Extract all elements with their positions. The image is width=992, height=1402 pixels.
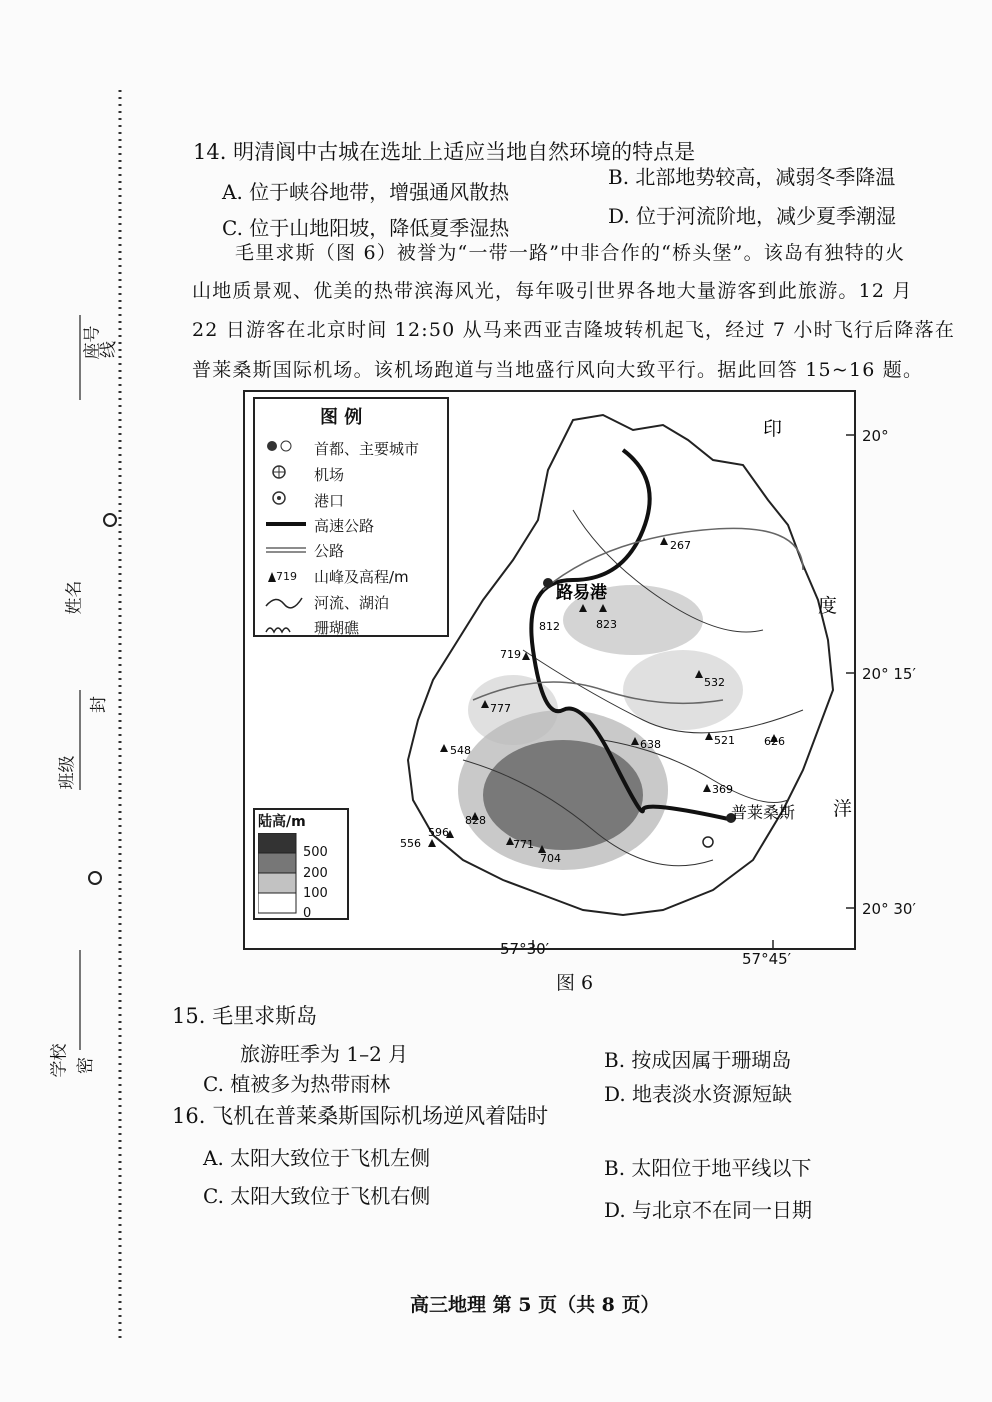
line-mark: 线 — [99, 341, 119, 358]
height-legend-title: 陆高/m — [258, 814, 306, 830]
class-label: 班级 — [57, 755, 78, 790]
peak-704: 704 — [540, 852, 561, 865]
peak-626: 626 — [764, 735, 785, 748]
legend-title: 图 例 — [320, 407, 363, 428]
legend-symbols — [262, 436, 310, 636]
lat-20-15: 20° 15′ — [862, 665, 916, 683]
q15-option-a: 旅游旺季为 1–2 月 — [240, 1042, 409, 1066]
legend-item-city: 首都、主要城市 — [314, 440, 420, 458]
page-footer: 高三地理 第 5 页（共 8 页） — [410, 1294, 660, 1316]
peak-823: 823 — [596, 618, 617, 631]
city-plaisance: 普莱桑斯 — [731, 803, 796, 822]
q14-stem: 14. 明清阆中古城在选址上适应当地自然环境的特点是 — [193, 140, 696, 164]
q14-option-b: B. 北部地势较高，减弱冬季降温 — [608, 165, 896, 189]
height-100: 100 — [303, 886, 328, 901]
binding-line — [70, 90, 130, 1350]
secret-mark: 密 — [76, 1057, 96, 1074]
legend-item-road: 公路 — [314, 542, 345, 560]
ocean-char-3: 洋 — [833, 798, 853, 820]
passage-line-1: 毛里求斯（图 6）被誉为“一带一路”中非合作的“桥头堡”。该岛有独特的火 — [235, 242, 906, 264]
name-label: 姓名 — [64, 580, 85, 615]
peak-556: 556 — [400, 837, 421, 850]
seat-label: 座号 — [82, 325, 103, 360]
lat-20-30: 20° 30′ — [862, 900, 916, 918]
legend-item-reef: 珊瑚礁 — [314, 619, 360, 637]
peak-828: 828 — [465, 814, 486, 827]
q14-option-a: A. 位于峡谷地带，增强通风散热 — [222, 180, 510, 204]
peak-638: 638 — [640, 738, 661, 751]
passage-line-2: 山地质景观、优美的热带滨海风光，每年吸引世界各地大量游客到此旅游。12 月 — [192, 280, 913, 302]
height-legend-swatches — [258, 833, 298, 917]
peak-267: 267 — [670, 539, 691, 552]
q16-stem: 16. 飞机在普莱桑斯国际机场逆风着陆时 — [172, 1104, 549, 1128]
legend-item-river: 河流、湖泊 — [314, 594, 390, 612]
height-200: 200 — [303, 866, 328, 881]
ocean-char-2: 度 — [818, 595, 838, 617]
lon-57-30: 57°30′ — [500, 940, 550, 958]
legend-item-peak: 山峰及高程/m — [314, 568, 409, 586]
height-0: 0 — [303, 906, 312, 921]
q15-option-d: D. 地表淡水资源短缺 — [604, 1082, 793, 1106]
q15-option-c: C. 植被多为热带雨林 — [203, 1072, 391, 1096]
q16-option-b: B. 太阳位于地平线以下 — [604, 1156, 812, 1180]
legend-item-port: 港口 — [314, 492, 345, 510]
legend-item-expressway: 高速公路 — [314, 517, 375, 535]
lat-20: 20° — [862, 427, 889, 445]
peak-521: 521 — [714, 734, 735, 747]
seal-mark: 封 — [89, 696, 109, 713]
q16-option-a: A. 太阳大致位于飞机左侧 — [203, 1146, 431, 1170]
passage-line-4: 普莱桑斯国际机场。该机场跑道与当地盛行风向大致平行。据此回答 15~16 题。 — [192, 359, 924, 381]
peak-532: 532 — [704, 676, 725, 689]
ocean-char-1: 印 — [763, 418, 783, 440]
peak-369: 369 — [712, 783, 733, 796]
peak-548: 548 — [450, 744, 471, 757]
q15-option-b: B. 按成因属于珊瑚岛 — [604, 1048, 792, 1072]
q16-option-c: C. 太阳大致位于飞机右侧 — [203, 1184, 431, 1208]
figure-caption: 图 6 — [556, 972, 594, 994]
school-label: 学校 — [49, 1043, 70, 1078]
city-port-louis: 路易港 — [556, 583, 607, 603]
peak-777: 777 — [490, 702, 511, 715]
peak-596: 596 — [428, 826, 449, 839]
q15-stem: 15. 毛里求斯岛 — [172, 1004, 318, 1028]
lon-57-45: 57°45′ — [742, 950, 792, 968]
height-500: 500 — [303, 845, 328, 860]
q14-option-d: D. 位于河流阶地，减少夏季潮湿 — [608, 204, 897, 228]
passage-line-3: 22 日游客在北京时间 12:50 从马来西亚吉隆坡转机起飞，经过 7 小时飞行后降落在 — [192, 319, 956, 341]
q16-option-d: D. 与北京不在同一日期 — [604, 1198, 813, 1222]
legend-item-airport: 机场 — [314, 466, 345, 484]
peak-812: 812 — [539, 620, 560, 633]
legend-719: 719 — [276, 570, 297, 583]
peak-719: 719 — [500, 648, 521, 661]
q14-option-c: C. 位于山地阳坡，降低夏季湿热 — [222, 216, 510, 240]
peak-771: 771 — [513, 838, 534, 851]
